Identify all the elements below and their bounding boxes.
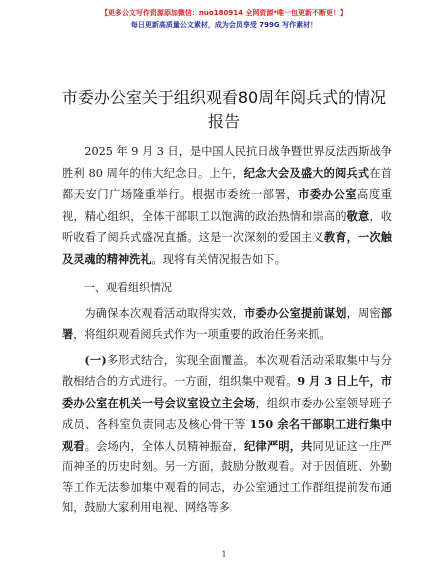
text-run: 。现将有关情况报告如下。: [151, 252, 286, 266]
bold-text-run: 敬意: [346, 208, 370, 223]
spacer: [62, 270, 392, 274]
text-run: 高度重视，精心组织，全体干部职工以饱满的政治热情和崇高的: [62, 188, 392, 223]
paragraph-viewing-format: [62, 350, 392, 519]
text-run: 多形式结合，实现全面覆盖。本次观看活动采取集中与分散相结合的方式进行。一方面，组织集中观看。: [62, 353, 392, 388]
bold-text-run: 9 月 3 日上午，市委办公室在机关一号会议室设立主会场: [62, 374, 392, 410]
text-run: 在首都天安门广场隆重举行。根据市委统一部署，: [62, 166, 392, 201]
bold-text-run: 纪念大会及盛大的阅兵式: [243, 165, 370, 180]
text-run: ，收听收看了阅兵式盛况直播。这是一次深刻的爱国主义: [62, 209, 392, 244]
section-heading: 一、观看组织情况: [84, 281, 172, 294]
text-run: 同见证这一庄严而神圣的历史时刻。另一方面，鼓励分散观看。对于因值班、外勤等工作无法参加集中观看的同志，办公室通过工作群组提前发布通知，鼓励大家利用电视、网络等多: [62, 439, 392, 514]
promo-banner-line-1: 【更多公文写作资源添加微信：nuo180914 全网资源*唯一包更新不断更！】: [100, 9, 348, 17]
promo-banner-line-2: 每日更新高质量公文素材，成为会员享受 799G 写作素材！: [130, 21, 318, 29]
text-run: 为确保本次观看活动取得实效，: [84, 306, 244, 320]
document-body: [62, 142, 392, 519]
bold-text-run: 纪律严明，共: [244, 438, 313, 453]
bold-text-run: (一): [84, 352, 107, 367]
paragraph-intro: [62, 142, 392, 270]
paragraph-organization: [62, 303, 392, 346]
bold-text-run: 150 余名干部职工进行集中观看: [62, 417, 392, 453]
bold-text-run: 部署: [62, 305, 392, 341]
page-number: 1: [221, 550, 227, 559]
bold-text-run: 教育，一次触及灵魂的精神洗礼: [62, 230, 392, 266]
bold-text-run: 市委办公室: [298, 187, 358, 201]
text-run: 。会场内，全体人员精神振奋，: [84, 439, 245, 453]
bold-text-run: 市委办公室提前谋划: [243, 305, 347, 320]
text-run: 2025 年 9 月 3 日，是中国人民抗日战争暨世界反法西斯战争胜利 80 周年的伟大纪念日。上午，: [62, 145, 392, 180]
text-run: ，组织市委办公室领导班子成员、各科室负责同志及核心骨干等: [62, 396, 392, 431]
text-run: ，将组织观看阅兵式作为一项重要的政治任务来抓。: [73, 328, 331, 341]
text-run: ，周密: [346, 306, 381, 320]
document-title: 市委办公室关于组织观看80周年阅兵式的情况报告: [61, 88, 387, 131]
